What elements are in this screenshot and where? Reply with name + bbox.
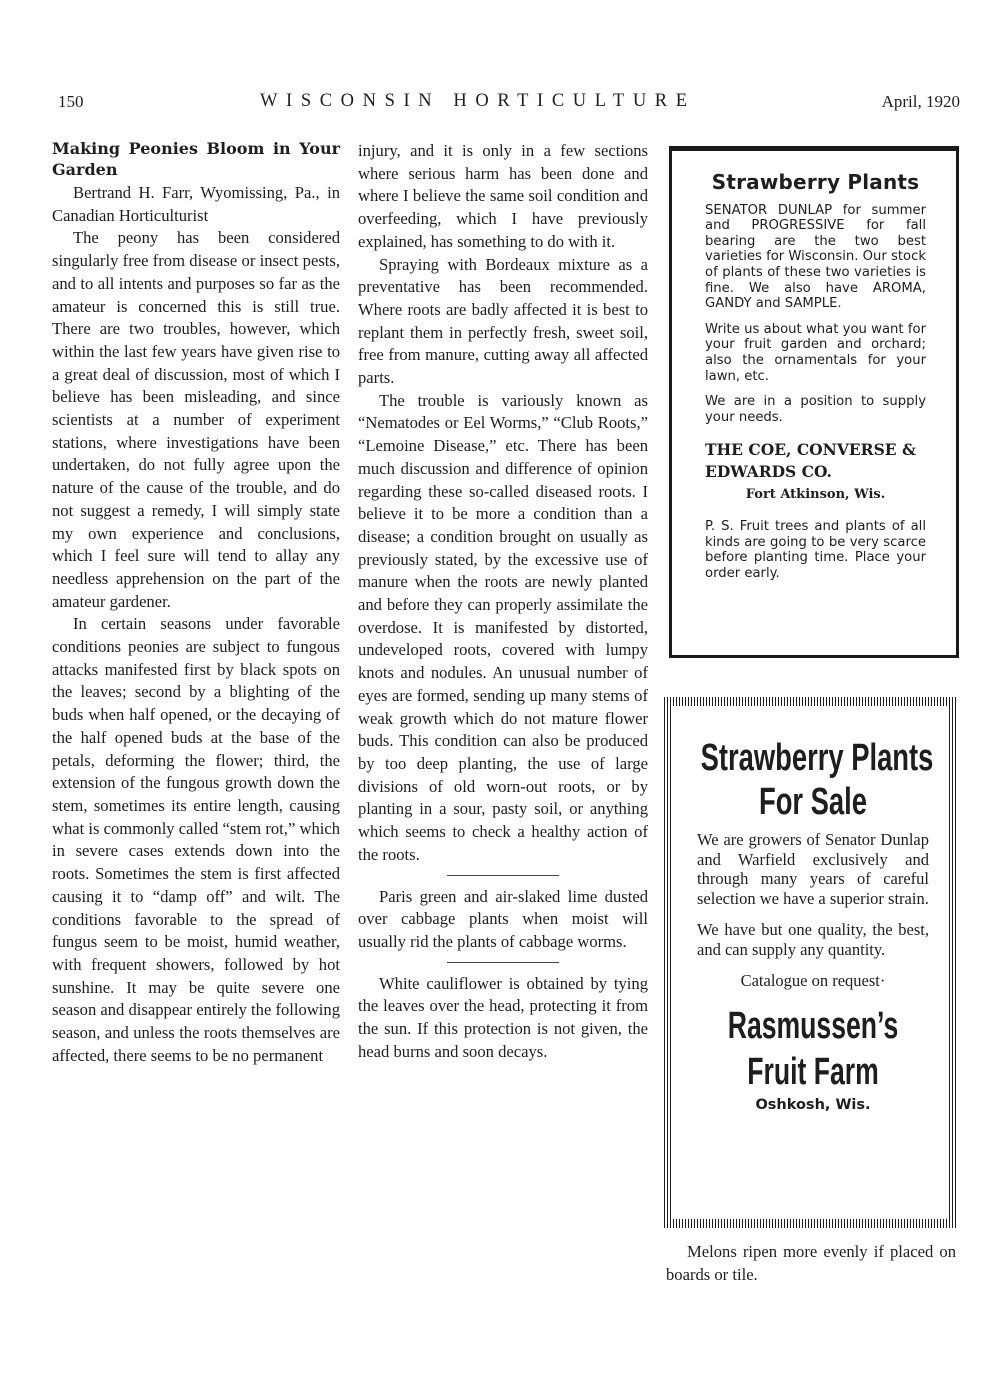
issue-date: April, 1920: [881, 92, 960, 111]
ad-location: Oshkosh, Wis.: [755, 1096, 871, 1113]
article-column-1: [52, 138, 340, 1067]
ad-company-name: [705, 439, 926, 483]
ad-inner-panel: [673, 706, 949, 1219]
advertisement-coe-converse-edwards: [669, 146, 959, 658]
page-header: [58, 92, 960, 116]
ad-title: Strawberry Plants: [711, 170, 920, 194]
ad-location: Fort Atkinson, Wis.: [745, 487, 886, 503]
article-title: Making Peonies Bloom in Your Garden: [52, 139, 340, 179]
divider-rule: [447, 962, 559, 963]
article-paragraph: In certain seasons under favorable conditions peonies are subject to fungous attacks manifested first by black spots on the leaves; second by a blighting of the buds when half opened, or the decaying of the half opened buds at the base of the petals, deforming the flower; third, the extension of the fungous growth down the stem, sometimes its entire length, causing what is commonly called “stem rot,” which in severe cases extends down into the roots. Sometimes the stem is first affected causing it to “damp off” and wilt. The conditions favorable to the spread of fungus seem to be moist, humid weather, with frequent showers, followed by hot sunshine. It may be quite severe one season and disappear entirely the following season, and unless the roots themselves are affected, there seems to be no permanent: [52, 614, 341, 1065]
ad-paragraph: Write us about what you want for your fruit garden and orchard; also the ornamentals for your lawn, etc.: [705, 321, 926, 384]
page-number: 150: [58, 92, 84, 111]
note-paragraph: Paris green and air-slaked lime dusted over cabbage plants when moist will usually rid the plants of cabbage worms.: [358, 886, 648, 951]
ad-postscript: P. S. Fruit trees and plants of all kinds are going to be very scarce before planting time. Place your order early.: [705, 518, 926, 581]
advertisement-rasmussens-fruit-farm: [664, 697, 958, 1228]
article-paragraph: Spraying with Bordeaux mixture as a preventative has been recommended. Where roots are badly affected it is best to replant them in perfectly fresh, sweet soil, free from manure, cutting away all affected parts.: [358, 254, 648, 388]
masthead-title: WISCONSIN HORTICULTURE: [260, 91, 696, 111]
ad-paragraph: We have but one quality, the best, and can supply any quantity.: [697, 920, 929, 959]
company-line-2: EDWARDS CO.: [705, 462, 832, 482]
ad-farm-name-line-1: Rasmussen’s: [727, 1004, 899, 1047]
article-column-2: [358, 140, 648, 1063]
article-column-3-note: [666, 1241, 956, 1286]
article-paragraph: The peony has been considered singularly free from disease or insect pests, and to all intents and purposes so far as the amateur is concerned this is still true. There are two troubles, however, which within the last few years have given rise to a great deal of discussion, most of which I believe has been misleading, and since scientists at a number of experiment stations, where investigations have been undertaken, do not fully agree upon the nature of the cause of the trouble, and do not suggest a remedy, I will simply state my own experience and conclusions, which I feel sure will tend to allay any needless apprehension on the part of the amateur gardener.: [52, 228, 340, 611]
note-paragraph: White cauliflower is obtained by tying the leaves over the head, protecting it from the sun. If this protection is not given, the head burns and soon decays.: [358, 973, 648, 1061]
ad-farm-name-line-2: Fruit Farm: [747, 1050, 879, 1093]
note-paragraph: Melons ripen more evenly if placed on boards or tile.: [666, 1242, 956, 1284]
ad-paragraph: We are growers of Senator Dunlap and Warfield exclusively and through many years of careful selection we have a superior strain.: [697, 830, 929, 908]
ad-catalogue-note: Catalogue on request·: [740, 971, 886, 990]
ad-paragraph: SENATOR DUNLAP for summer and PROGRESSIVE for fall bearing are the two best varieties for Wisconsin. Our stock of plants of these two varieties is fine. We also have AROMA, GANDY and SAMPLE.: [705, 202, 927, 312]
company-line-1: THE COE, CONVERSE &: [705, 440, 916, 460]
article-paragraph: injury, and it is only in a few sections where serious harm has been done and where I believe the same soil condition and overfeeding, which I have previously explained, has something to do with it.: [358, 141, 648, 251]
article-byline: Bertrand H. Farr, Wyomissing, Pa., in Canadian Horticulturist: [52, 183, 340, 225]
divider-rule: [447, 875, 559, 876]
ad-title-line-1: Strawberry Plants: [700, 737, 934, 779]
ad-title-line-2: For Sale: [759, 781, 867, 823]
article-paragraph: The trouble is variously known as “Nematodes or Eel Worms,” “Club Roots,” “Lemoine Disease,” etc. There has been much discussion and difference of opinion regarding these so-called diseased roots. I believe it to be more a condition than a disease; a condition brought on usually as previously stated, by the excessive use of manure when the roots are newly planted and before they can properly assimilate the overdose. It is manifested by distorted, undeveloped roots, covered with lumpy knots and nodules. An unusual number of eyes are formed, sending up many stems of weak growth which do not mature flower buds. This condition can also be produced by too deep planting, the use of large divisions of old worn-out roots, or by planting in a sour, pasty soil, or anything which seems to check a healthy action of the roots.: [358, 390, 648, 864]
ad-paragraph: We are in a position to supply your needs.: [705, 394, 926, 425]
